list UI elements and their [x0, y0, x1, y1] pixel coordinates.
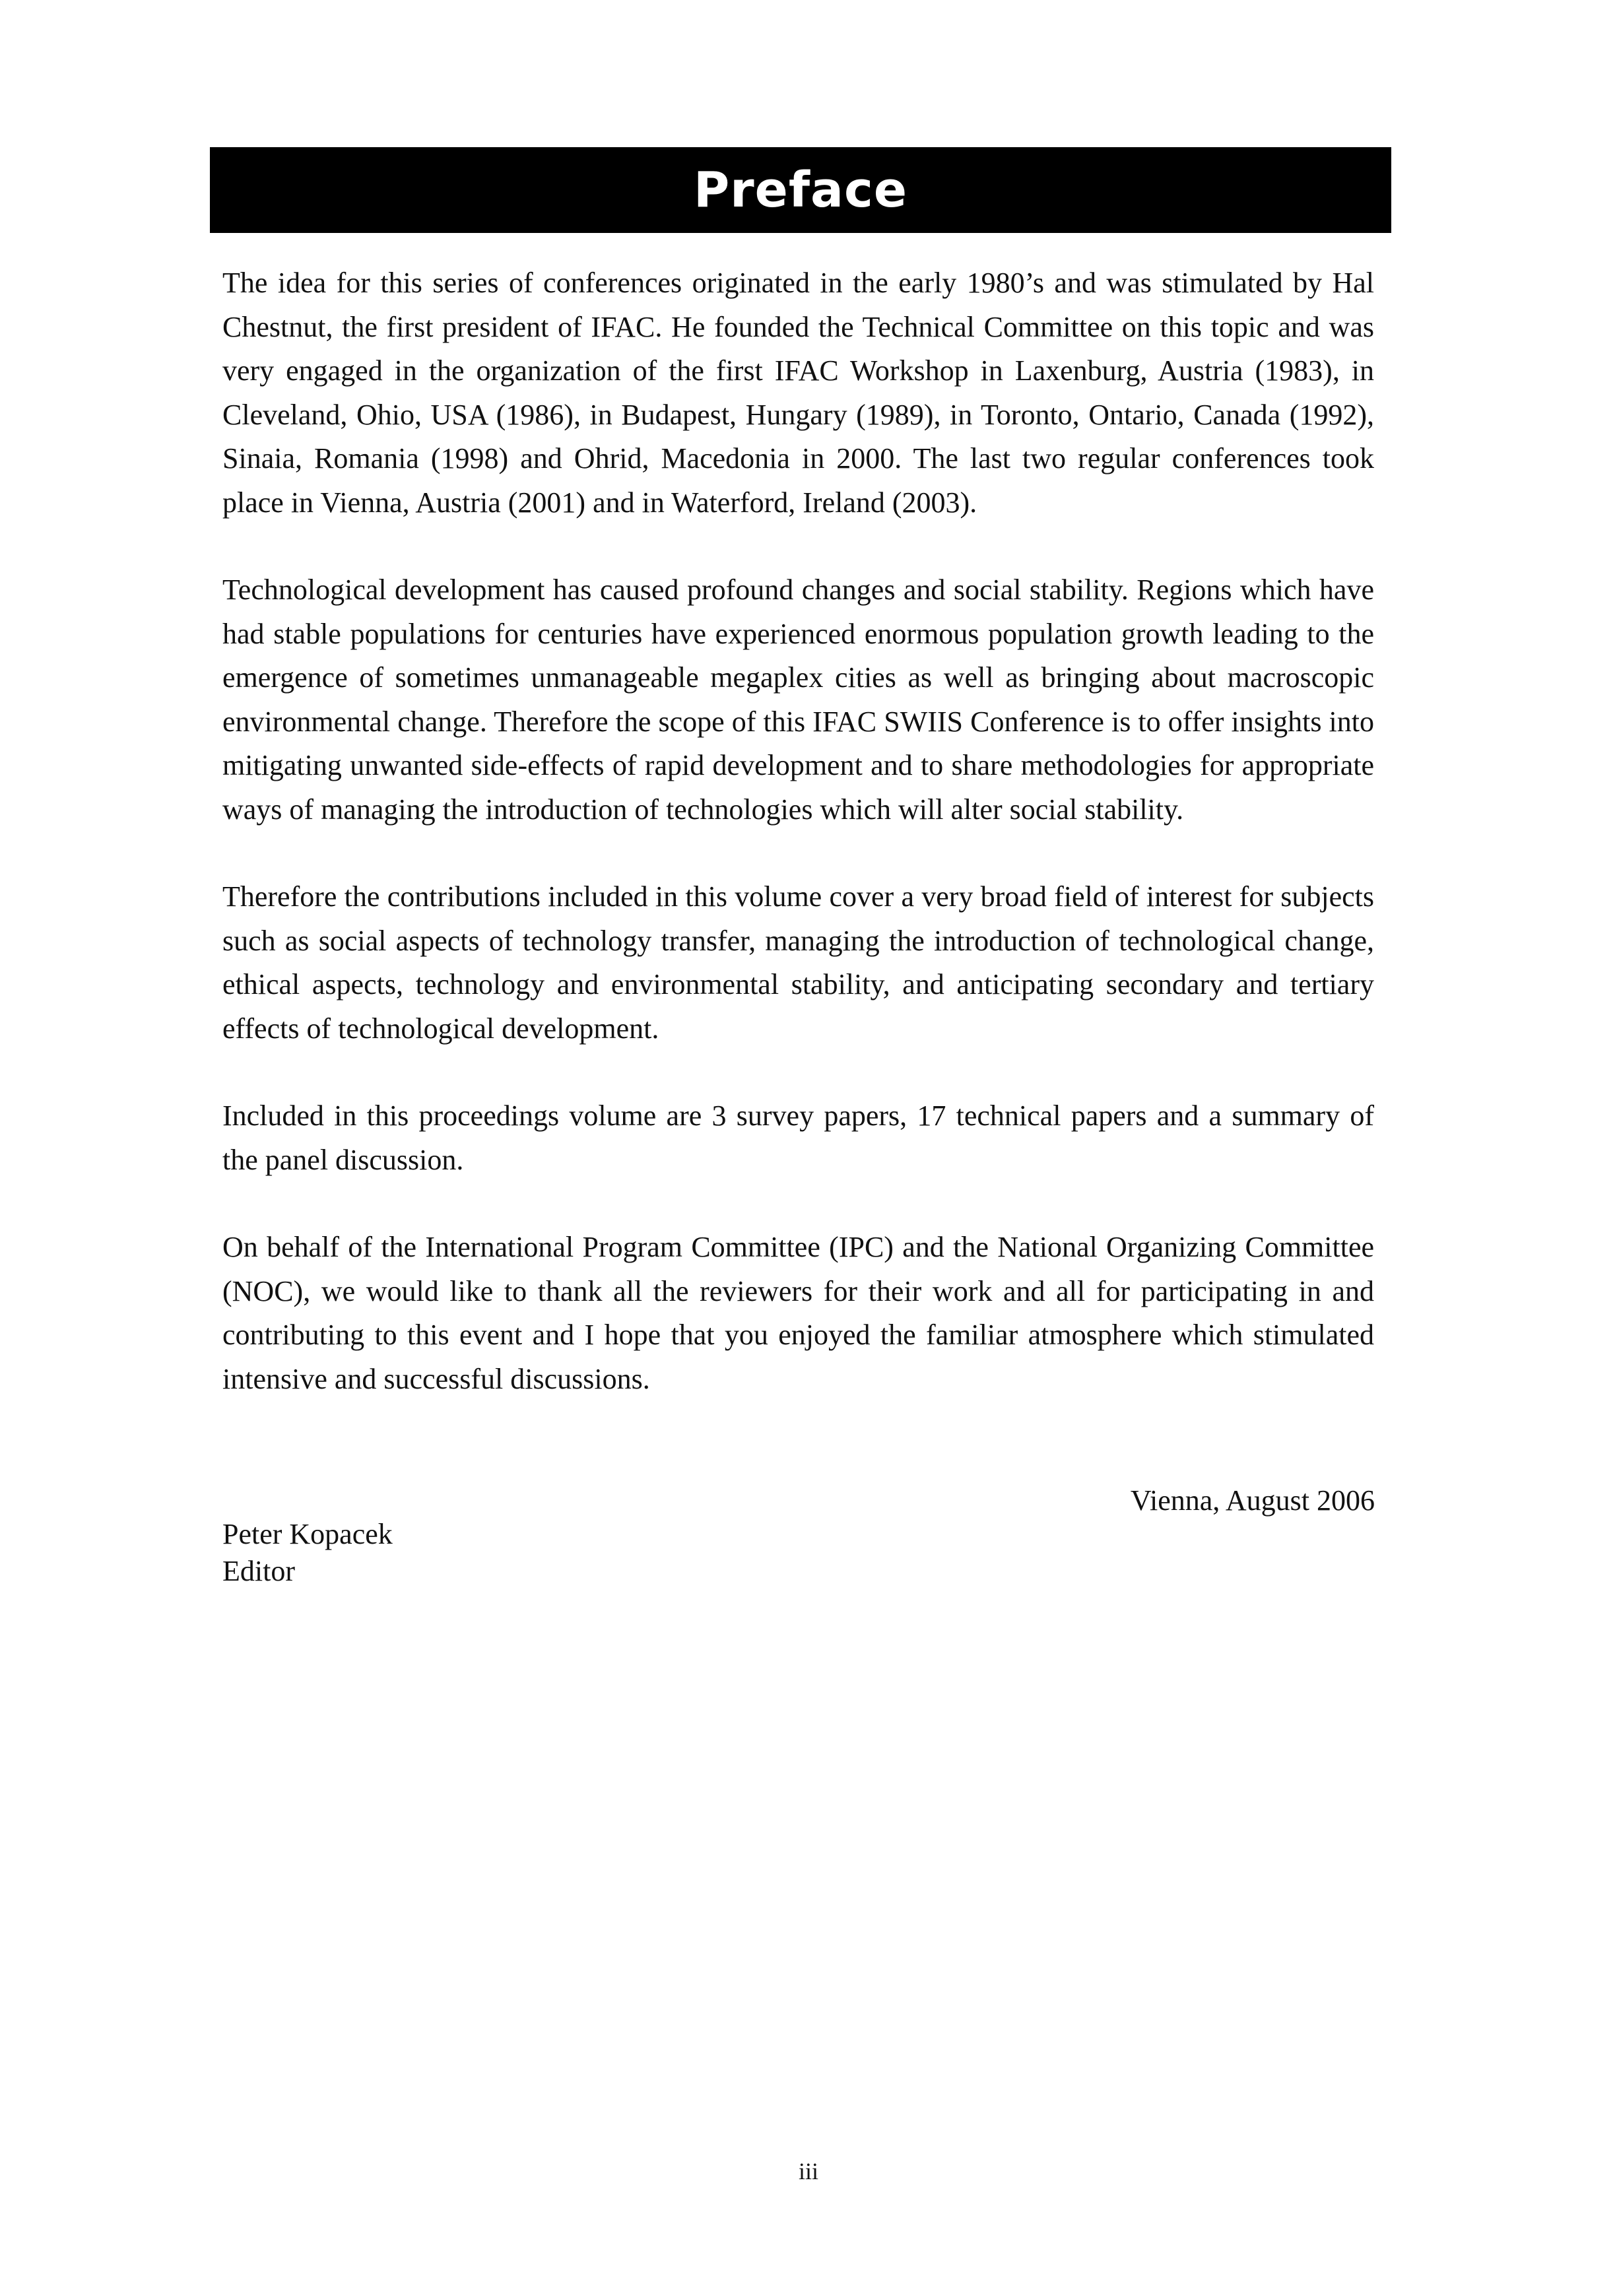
signature-name: Peter Kopacek — [222, 1518, 393, 1550]
signature-role: Editor — [222, 1555, 295, 1587]
signature-block — [222, 1516, 393, 1590]
page-title: Preface — [693, 162, 908, 218]
paragraph-acknowledgements: On behalf of the International Program Committee (IPC) and the National Organizing Committee (NOC), we would like to thank all the reviewers for their work and all for participating in and contributing to this event and I hope that you enjoyed the familiar atmosphere which stimulated intensive and successful discussions. — [222, 1231, 1374, 1395]
paragraph-history: The idea for this series of conferences originated in the early 1980’s and was stimulated by Hal Chestnut, the first president of IFAC. He founded the Technical Committee on this topic and was very engaged in the organization of the first IFAC Workshop in Laxenburg, Austria (1983), in Cleveland, Ohio, USA (1986), in Budapest, Hungary (1989), in Toronto, Ontario, Canada (1992), Sinaia, Romania (1998) and Ohrid, Macedonia in 2000. The last two regular conferences took place in Vienna, Austria (2001) and in Waterford, Ireland (2003). — [222, 267, 1374, 519]
paragraph-contributions: Therefore the contributions included in this volume cover a very broad field of interest for subjects such as social aspects of technology transfer, managing the introduction of technological change, ethical aspects, technology and environmental stability, and anticipating secondary and tertiary effects of technological development. — [222, 880, 1374, 1045]
page-number: iii — [798, 2158, 818, 2184]
paragraph-scope: Technological development has caused profound changes and social stability. Regions which have had stable populations for centuries have experienced enormous population growth leading to the emergence of sometimes unmanageable megaplex cities as well as bringing about macroscopic environmental change. Therefore the scope of this IFAC SWIIS Conference is to offer insights into mitigating unwanted side-effects of rapid development and to share methodologies for appropriate ways of managing the introduction of technologies which will alter social stability. — [222, 574, 1374, 826]
preface-body — [222, 261, 1374, 1445]
place-and-date: Vienna, August 2006 — [1130, 1484, 1375, 1517]
paragraph-volume-contents: Included in this proceedings volume are 3 survey papers, 17 technical papers and a summary of the panel discussion. — [222, 1099, 1374, 1176]
title-banner — [210, 147, 1391, 233]
